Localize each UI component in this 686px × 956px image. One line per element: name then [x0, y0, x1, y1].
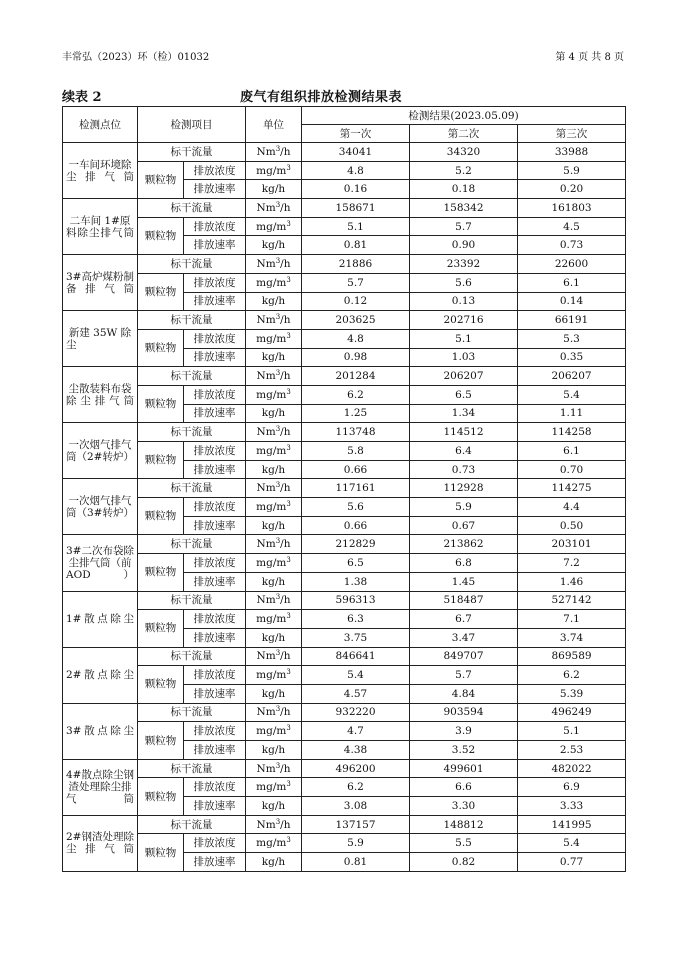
item-rate: 排放速率 — [184, 236, 246, 255]
unit-flow: Nm$^3$/h — [246, 535, 302, 554]
item-rate: 排放速率 — [184, 853, 246, 872]
value-flow: 22600 — [518, 255, 626, 274]
table-row — [63, 591, 626, 610]
value-concentration: 7.2 — [518, 554, 626, 573]
value-rate: 0.81 — [302, 853, 410, 872]
table-row — [63, 311, 626, 330]
value-flow: 518487 — [410, 591, 518, 610]
value-rate: 3.52 — [410, 741, 518, 760]
value-rate: 0.20 — [518, 180, 626, 199]
value-flow: 161803 — [518, 199, 626, 218]
value-rate: 0.82 — [410, 853, 518, 872]
table-row — [63, 722, 626, 741]
value-concentration: 6.6 — [410, 778, 518, 797]
value-rate: 0.90 — [410, 236, 518, 255]
value-flow: 34041 — [302, 143, 410, 162]
item-rate: 排放速率 — [184, 516, 246, 535]
table-row — [63, 161, 626, 180]
item-concentration: 排放浓度 — [184, 834, 246, 853]
value-flow: 158342 — [410, 199, 518, 218]
item-particulate: 颗粒物 — [138, 217, 184, 254]
value-rate: 0.70 — [518, 460, 626, 479]
unit-rate: kg/h — [246, 404, 302, 423]
item-rate: 排放速率 — [184, 460, 246, 479]
unit-flow: Nm$^3$/h — [246, 255, 302, 274]
monitoring-point: 一次烟气排气筒（2#转炉） — [63, 423, 138, 479]
value-flow: 113748 — [302, 423, 410, 442]
value-concentration: 4.8 — [302, 161, 410, 180]
table-row — [63, 442, 626, 461]
unit-concentration: $mg/m^3$ — [246, 666, 302, 685]
value-flow: 158671 — [302, 199, 410, 218]
value-flow: 213862 — [410, 535, 518, 554]
table-row — [63, 479, 626, 498]
table-row — [63, 367, 626, 386]
emission-results-table — [62, 106, 626, 872]
value-flow: 148812 — [410, 815, 518, 834]
table-row — [63, 385, 626, 404]
value-rate: 1.45 — [410, 572, 518, 591]
value-rate: 0.73 — [410, 460, 518, 479]
unit-flow: Nm$^3$/h — [246, 647, 302, 666]
monitoring-point: 二车间 1#原料除尘排气筒 — [63, 199, 138, 255]
item-concentration: 排放浓度 — [184, 217, 246, 236]
value-flow: 202716 — [410, 311, 518, 330]
value-flow: 849707 — [410, 647, 518, 666]
value-flow: 212829 — [302, 535, 410, 554]
item-particulate: 颗粒物 — [138, 385, 184, 422]
value-rate: 3.33 — [518, 797, 626, 816]
value-flow: 206207 — [410, 367, 518, 386]
table-row — [63, 217, 626, 236]
value-rate: 0.66 — [302, 516, 410, 535]
value-concentration: 5.8 — [302, 442, 410, 461]
table-row — [63, 255, 626, 274]
value-flow: 141995 — [518, 815, 626, 834]
table-row — [63, 554, 626, 573]
item-concentration: 排放浓度 — [184, 329, 246, 348]
table-row — [63, 647, 626, 666]
monitoring-point: 新建 35W 除尘 — [63, 311, 138, 367]
value-flow: 846641 — [302, 647, 410, 666]
value-flow: 114258 — [518, 423, 626, 442]
value-concentration: 6.1 — [518, 442, 626, 461]
unit-flow: Nm$^3$/h — [246, 759, 302, 778]
monitoring-point: 3#高炉煤粉制备排气筒 — [63, 255, 138, 311]
unit-concentration: $mg/m^3$ — [246, 442, 302, 461]
value-concentration: 3.9 — [410, 722, 518, 741]
item-flow: 标干流量 — [138, 535, 246, 554]
unit-rate: kg/h — [246, 516, 302, 535]
value-concentration: 5.7 — [302, 273, 410, 292]
value-flow: 596313 — [302, 591, 410, 610]
value-concentration: 5.9 — [518, 161, 626, 180]
value-rate: 3.08 — [302, 797, 410, 816]
item-flow: 标干流量 — [138, 423, 246, 442]
unit-flow: Nm$^3$/h — [246, 815, 302, 834]
monitoring-point: 2#散点除尘 — [63, 647, 138, 703]
value-concentration: 6.9 — [518, 778, 626, 797]
unit-flow: Nm$^3$/h — [246, 311, 302, 330]
item-particulate: 颗粒物 — [138, 834, 184, 871]
table-row — [63, 759, 626, 778]
unit-concentration: $mg/m^3$ — [246, 554, 302, 573]
value-flow: 114512 — [410, 423, 518, 442]
value-concentration: 6.2 — [518, 666, 626, 685]
item-concentration: 排放浓度 — [184, 385, 246, 404]
value-concentration: 6.2 — [302, 385, 410, 404]
item-rate: 排放速率 — [184, 684, 246, 703]
unit-rate: kg/h — [246, 741, 302, 760]
unit-flow: Nm$^3$/h — [246, 479, 302, 498]
unit-rate: kg/h — [246, 684, 302, 703]
item-flow: 标干流量 — [138, 367, 246, 386]
value-concentration: 6.5 — [410, 385, 518, 404]
col-header-run-3: 第三次 — [518, 125, 626, 143]
unit-concentration: $mg/m^3$ — [246, 385, 302, 404]
value-concentration: 4.5 — [518, 217, 626, 236]
item-concentration: 排放浓度 — [184, 610, 246, 629]
table-row — [63, 666, 626, 685]
value-rate: 4.84 — [410, 684, 518, 703]
value-rate: 0.66 — [302, 460, 410, 479]
unit-rate: kg/h — [246, 797, 302, 816]
item-flow: 标干流量 — [138, 703, 246, 722]
unit-rate: kg/h — [246, 180, 302, 199]
col-header-run-2: 第二次 — [410, 125, 518, 143]
table-row — [63, 498, 626, 517]
value-flow: 499601 — [410, 759, 518, 778]
value-flow: 869589 — [518, 647, 626, 666]
value-flow: 112928 — [410, 479, 518, 498]
unit-flow: Nm$^3$/h — [246, 199, 302, 218]
item-rate: 排放速率 — [184, 292, 246, 311]
value-flow: 903594 — [410, 703, 518, 722]
value-rate: 1.11 — [518, 404, 626, 423]
value-concentration: 5.3 — [518, 329, 626, 348]
value-concentration: 6.4 — [410, 442, 518, 461]
value-rate: 4.38 — [302, 741, 410, 760]
table-row — [63, 815, 626, 834]
table-row — [63, 423, 626, 442]
monitoring-point: 4#散点除尘钢渣处理除尘排气筒 — [63, 759, 138, 815]
item-concentration: 排放浓度 — [184, 722, 246, 741]
report-number: 丰常弘（2023）环（检）01032 — [62, 52, 210, 63]
value-concentration: 6.5 — [302, 554, 410, 573]
value-flow: 33988 — [518, 143, 626, 162]
value-flow: 203625 — [302, 311, 410, 330]
value-concentration: 5.9 — [410, 498, 518, 517]
unit-flow: Nm$^3$/h — [246, 143, 302, 162]
value-concentration: 4.8 — [302, 329, 410, 348]
monitoring-point: 一车间环境除尘排气筒 — [63, 143, 138, 199]
item-flow: 标干流量 — [138, 255, 246, 274]
unit-flow: Nm$^3$/h — [246, 367, 302, 386]
value-flow: 114275 — [518, 479, 626, 498]
table-label: 续表 2 — [62, 90, 102, 105]
unit-rate: kg/h — [246, 348, 302, 367]
value-concentration: 7.1 — [518, 610, 626, 629]
unit-rate: kg/h — [246, 572, 302, 591]
value-concentration: 5.4 — [518, 834, 626, 853]
col-header-result: 检测结果(2023.05.09) — [302, 107, 626, 125]
item-concentration: 排放浓度 — [184, 442, 246, 461]
item-particulate: 颗粒物 — [138, 329, 184, 366]
unit-rate: kg/h — [246, 292, 302, 311]
value-rate: 2.53 — [518, 741, 626, 760]
item-flow: 标干流量 — [138, 759, 246, 778]
item-particulate: 颗粒物 — [138, 722, 184, 759]
unit-rate: kg/h — [246, 236, 302, 255]
table-row — [63, 273, 626, 292]
value-rate: 0.81 — [302, 236, 410, 255]
value-rate: 0.18 — [410, 180, 518, 199]
monitoring-point: 1#散点除尘 — [63, 591, 138, 647]
unit-concentration: $mg/m^3$ — [246, 217, 302, 236]
table-row — [63, 143, 626, 162]
table-row — [63, 703, 626, 722]
value-concentration: 6.7 — [410, 610, 518, 629]
item-concentration: 排放浓度 — [184, 778, 246, 797]
value-rate: 1.46 — [518, 572, 626, 591]
value-concentration: 5.2 — [410, 161, 518, 180]
table-row — [63, 329, 626, 348]
value-concentration: 6.3 — [302, 610, 410, 629]
item-particulate: 颗粒物 — [138, 778, 184, 815]
unit-rate: kg/h — [246, 853, 302, 872]
value-rate: 0.13 — [410, 292, 518, 311]
value-rate: 0.73 — [518, 236, 626, 255]
value-flow: 137157 — [302, 815, 410, 834]
monitoring-point: 3#二次布袋除尘排气筒（前AOD） — [63, 535, 138, 591]
value-rate: 0.77 — [518, 853, 626, 872]
value-flow: 66191 — [518, 311, 626, 330]
table-row — [63, 834, 626, 853]
value-flow: 117161 — [302, 479, 410, 498]
item-flow: 标干流量 — [138, 199, 246, 218]
value-flow: 496249 — [518, 703, 626, 722]
value-flow: 932220 — [302, 703, 410, 722]
unit-concentration: $mg/m^3$ — [246, 161, 302, 180]
unit-flow: Nm$^3$/h — [246, 591, 302, 610]
unit-rate: kg/h — [246, 628, 302, 647]
value-rate: 1.38 — [302, 572, 410, 591]
page-header — [62, 48, 624, 64]
value-concentration: 4.4 — [518, 498, 626, 517]
page-number: 第 4 页 共 8 页 — [555, 52, 624, 63]
value-concentration: 5.7 — [410, 666, 518, 685]
value-flow: 201284 — [302, 367, 410, 386]
value-concentration: 5.1 — [518, 722, 626, 741]
unit-rate: kg/h — [246, 460, 302, 479]
value-rate: 3.75 — [302, 628, 410, 647]
item-rate: 排放速率 — [184, 741, 246, 760]
item-flow: 标干流量 — [138, 479, 246, 498]
value-rate: 3.74 — [518, 628, 626, 647]
value-rate: 0.12 — [302, 292, 410, 311]
unit-flow: Nm$^3$/h — [246, 423, 302, 442]
value-concentration: 5.5 — [410, 834, 518, 853]
value-rate: 3.47 — [410, 628, 518, 647]
header-row — [63, 107, 626, 125]
item-flow: 标干流量 — [138, 311, 246, 330]
unit-concentration: $mg/m^3$ — [246, 722, 302, 741]
table-row — [63, 778, 626, 797]
value-flow: 496200 — [302, 759, 410, 778]
item-rate: 排放速率 — [184, 180, 246, 199]
value-concentration: 6.1 — [518, 273, 626, 292]
item-particulate: 颗粒物 — [138, 610, 184, 647]
item-flow: 标干流量 — [138, 143, 246, 162]
table-row — [63, 610, 626, 629]
value-flow: 23392 — [410, 255, 518, 274]
item-rate: 排放速率 — [184, 628, 246, 647]
value-concentration: 6.8 — [410, 554, 518, 573]
item-rate: 排放速率 — [184, 348, 246, 367]
item-concentration: 排放浓度 — [184, 554, 246, 573]
item-flow: 标干流量 — [138, 591, 246, 610]
col-header-item: 检测项目 — [138, 107, 246, 143]
value-flow: 206207 — [518, 367, 626, 386]
monitoring-point: 一次烟气排气筒（3#转炉） — [63, 479, 138, 535]
unit-concentration: $mg/m^3$ — [246, 610, 302, 629]
value-concentration: 5.1 — [302, 217, 410, 236]
item-concentration: 排放浓度 — [184, 273, 246, 292]
col-header-unit: 单位 — [246, 107, 302, 143]
value-rate: 1.03 — [410, 348, 518, 367]
item-concentration: 排放浓度 — [184, 498, 246, 517]
value-concentration: 5.6 — [410, 273, 518, 292]
table-row — [63, 535, 626, 554]
col-header-point: 检测点位 — [63, 107, 138, 143]
item-particulate: 颗粒物 — [138, 666, 184, 703]
value-concentration: 5.6 — [302, 498, 410, 517]
item-rate: 排放速率 — [184, 797, 246, 816]
table-title: 废气有组织排放检测结果表 — [240, 90, 403, 105]
unit-concentration: $mg/m^3$ — [246, 834, 302, 853]
item-flow: 标干流量 — [138, 815, 246, 834]
value-rate: 0.35 — [518, 348, 626, 367]
monitoring-point: 3#散点除尘 — [63, 703, 138, 759]
value-rate: 0.16 — [302, 180, 410, 199]
item-particulate: 颗粒物 — [138, 554, 184, 591]
unit-concentration: $mg/m^3$ — [246, 778, 302, 797]
table-caption — [62, 86, 624, 104]
item-rate: 排放速率 — [184, 404, 246, 423]
item-concentration: 排放浓度 — [184, 666, 246, 685]
value-concentration: 4.7 — [302, 722, 410, 741]
value-flow: 34320 — [410, 143, 518, 162]
value-concentration: 5.1 — [410, 329, 518, 348]
unit-concentration: $mg/m^3$ — [246, 329, 302, 348]
value-concentration: 6.2 — [302, 778, 410, 797]
value-rate: 1.34 — [410, 404, 518, 423]
monitoring-point: 尘散装料布袋除尘排气筒 — [63, 367, 138, 423]
value-concentration: 5.9 — [302, 834, 410, 853]
value-concentration: 5.4 — [518, 385, 626, 404]
value-rate: 3.30 — [410, 797, 518, 816]
value-rate: 0.50 — [518, 516, 626, 535]
unit-concentration: $mg/m^3$ — [246, 273, 302, 292]
item-flow: 标干流量 — [138, 647, 246, 666]
value-concentration: 5.7 — [410, 217, 518, 236]
item-particulate: 颗粒物 — [138, 498, 184, 535]
value-flow: 21886 — [302, 255, 410, 274]
table-row — [63, 199, 626, 218]
item-particulate: 颗粒物 — [138, 161, 184, 198]
value-rate: 1.25 — [302, 404, 410, 423]
item-particulate: 颗粒物 — [138, 273, 184, 310]
item-particulate: 颗粒物 — [138, 442, 184, 479]
table-body — [63, 143, 626, 872]
value-rate: 5.39 — [518, 684, 626, 703]
item-rate: 排放速率 — [184, 572, 246, 591]
value-rate: 0.67 — [410, 516, 518, 535]
value-rate: 4.57 — [302, 684, 410, 703]
monitoring-point: 2#钢渣处理除尘排气筒 — [63, 815, 138, 871]
value-rate: 0.98 — [302, 348, 410, 367]
item-concentration: 排放浓度 — [184, 161, 246, 180]
value-flow: 203101 — [518, 535, 626, 554]
col-header-run-1: 第一次 — [302, 125, 410, 143]
value-concentration: 5.4 — [302, 666, 410, 685]
value-flow: 482022 — [518, 759, 626, 778]
unit-concentration: $mg/m^3$ — [246, 498, 302, 517]
value-flow: 527142 — [518, 591, 626, 610]
value-rate: 0.14 — [518, 292, 626, 311]
unit-flow: Nm$^3$/h — [246, 703, 302, 722]
